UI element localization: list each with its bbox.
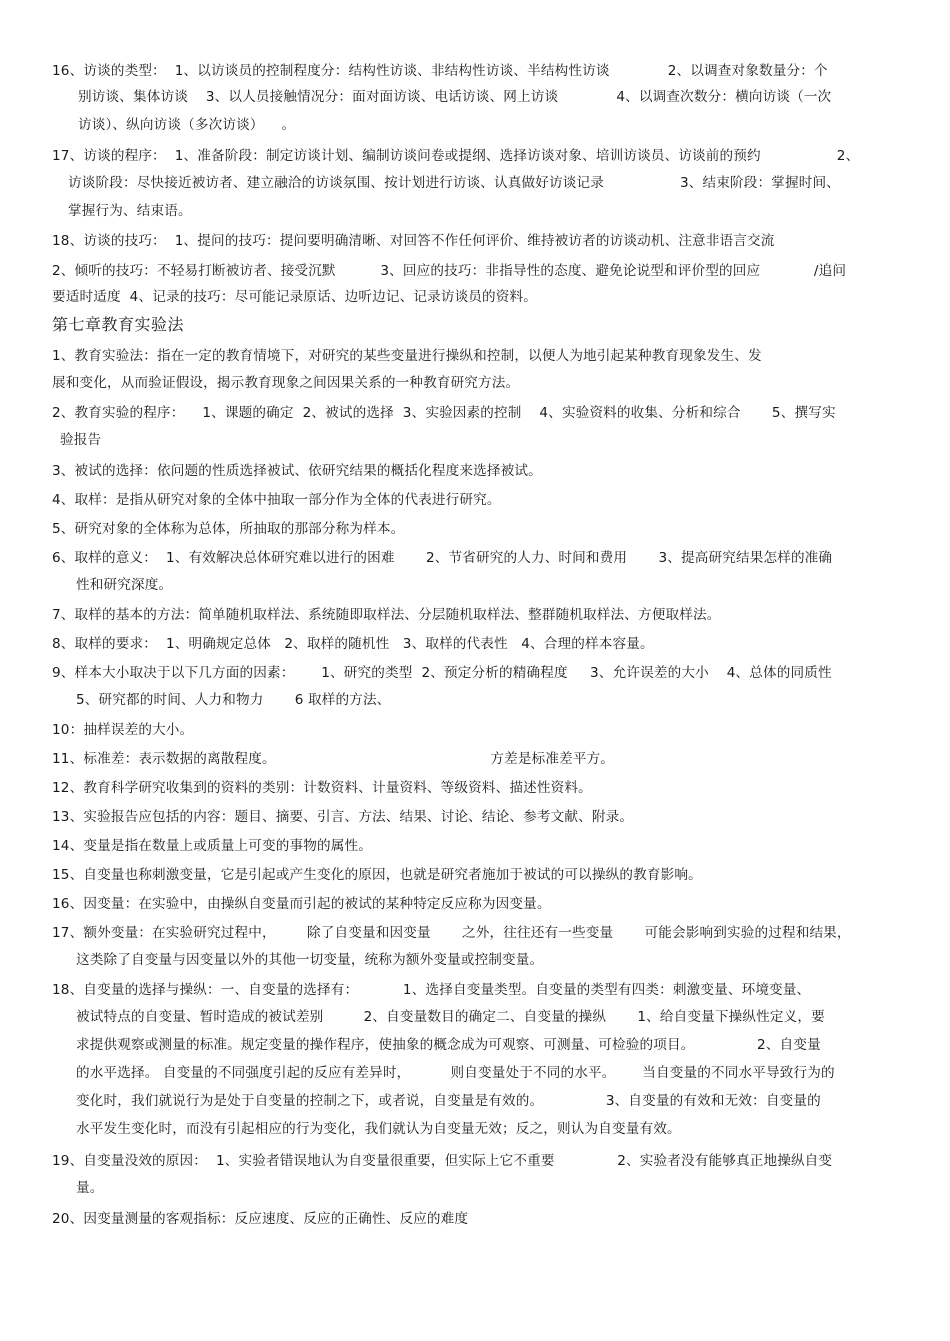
text-line: 访谈）、纵向访谈（多次访谈） 。 xyxy=(78,117,296,133)
text-line: 16、访谈的类型： 1、以访谈员的控制程度分：结构性访谈、非结构性访谈、半结构性访谈 2、以调查对象数量分：个 xyxy=(52,63,828,79)
text-line: 9、样本大小取决于以下几方面的因素： 1、研究的类型 2、预定分析的精确程度 3、允许误差的大小 4、总体的同质性 xyxy=(52,665,832,681)
text-line: 19、自变量没效的原因： 1、实验者错误地认为自变量很重要，但实际上它不重要 2、实验者没有能够真正地操纵自变 xyxy=(52,1153,833,1169)
text-line: 13、实验报告应包括的内容：题目、摘要、引言、方法、结果、讨论、结论、参考文献、附录。 xyxy=(52,809,634,825)
text-line: 8、取样的要求： 1、明确规定总体 2、取样的随机性 3、取样的代表性 4、合理的样本容量。 xyxy=(52,636,654,652)
text-line: 14、变量是指在数量上或质量上可变的事物的属性。 xyxy=(52,838,372,854)
text-line: 17、额外变量：在实验研究过程中， 除了自变量和因变量 之外，往往还有一些变量 可能会影响到实验的过程和结果， xyxy=(52,925,851,941)
text-line: 2、倾听的技巧：不轻易打断被访者、接受沉默 3、回应的技巧：非指导性的态度、避免论说型和评价型的回应 /追问 xyxy=(52,263,847,279)
text-line: 性和研究深度。 xyxy=(76,577,173,593)
text-line: 量。 xyxy=(76,1180,104,1196)
text-line: 18、自变量的选择与操纵：一、自变量的选择有： 1、选择自变量类型。自变量的类型有四类：刺激变量、环境变量、 xyxy=(52,982,811,998)
text-line: 6、取样的意义： 1、有效解决总体研究难以进行的困难 2、节省研究的人力、时间和费用 3、提高研究结果怎样的准确 xyxy=(52,550,833,566)
text-line: 要适时适度 4、记录的技巧：尽可能记录原话、边听边记、记录访谈员的资料。 xyxy=(52,289,538,305)
text-line: 18、访谈的技巧： 1、提问的技巧：提问要明确清晰、对回答不作任何评价、维持被访者的访谈动机、注意非语言交流 xyxy=(52,233,775,249)
text-line: 10：抽样误差的大小。 xyxy=(52,722,194,738)
text-line: 验报告 xyxy=(60,432,102,448)
text-line: 水平发生变化时，而没有引起相应的行为变化，我们就认为自变量无效；反之，则认为自变量有效。 xyxy=(76,1121,681,1137)
text-line: 访谈阶段：尽快接近被访者、建立融洽的访谈氛围、按计划进行访谈、认真做好访谈记录 3、结束阶段：掌握时间、 xyxy=(68,175,840,191)
text-line: 16、因变量：在实验中，由操纵自变量而引起的被试的某种特定反应称为因变量。 xyxy=(52,896,551,912)
text-line: 2、教育实验的程序： 1、课题的确定 2、被试的选择 3、实验因素的控制 4、实验资料的收集、分析和综合 5、撰写实 xyxy=(52,405,836,421)
text-line: 5、研究都的时间、人力和物力 6 取样的方法、 xyxy=(76,692,391,708)
chapter-heading: 第七章教育实验法 xyxy=(52,315,185,334)
text-line: 的水平选择。 自变量的不同强度引起的反应有差异时， 则自变量处于不同的水平。 当自变量的不同水平导致行为的 xyxy=(76,1065,835,1081)
text-line: 7、取样的基本的方法：简单随机取样法、系统随即取样法、分层随机取样法、整群随机取样法、方便取样法。 xyxy=(52,607,721,623)
text-line: 这类除了自变量与因变量以外的其他一切变量，统称为额外变量或控制变量。 xyxy=(76,952,544,968)
text-line: 15、自变量也称刺激变量，它是引起或产生变化的原因，也就是研究者施加于被试的可以操纵的教育影响。 xyxy=(52,867,702,883)
text-line: 展和变化，从而验证假设，揭示教育现象之间因果关系的一种教育研究方法。 xyxy=(52,375,520,391)
text-line: 5、研究对象的全体称为总体，所抽取的那部分称为样本。 xyxy=(52,521,405,537)
text-line: 20、因变量测量的客观指标：反应速度、反应的正确性、反应的难度 xyxy=(52,1211,469,1227)
text-line: 4、取样：是指从研究对象的全体中抽取一部分作为全体的代表进行研究。 xyxy=(52,492,501,508)
text-line: 3、被试的选择：依问题的性质选择被试、依研究结果的概括化程度来选择被试。 xyxy=(52,463,542,479)
text-line: 变化时，我们就说行为是处于自变量的控制之下，或者说，自变量是有效的。 3、自变量的有效和无效：自变量的 xyxy=(76,1093,821,1109)
text-line: 17、访谈的程序： 1、准备阶段：制定访谈计划、编制访谈问卷或提纲、选择访谈对象、培训访谈员、访谈前的预约 2、 xyxy=(52,148,860,164)
text-line: 被试特点的自变量、暂时造成的被试差别 2、自变量数目的确定二、自变量的操纵 1、给自变量下操纵性定义，要 xyxy=(76,1009,825,1025)
text-line: 求提供观察或测量的标准。规定变量的操作程序，使抽象的概念成为可观察、可测量、可检验的项目。 2、自变量 xyxy=(76,1037,821,1053)
text-line: 别访谈、集体访谈 3、以人员接触情况分：面对面访谈、电话访谈、网上访谈 4、以调查次数分：横向访谈（一次 xyxy=(78,89,832,105)
text-line: 1、教育实验法：指在一定的教育情境下，对研究的某些变量进行操纵和控制，以便人为地引起某种教育现象发生、发 xyxy=(52,348,762,364)
text-line: 掌握行为、结束语。 xyxy=(68,203,192,219)
text-line: 11、标准差：表示数据的离散程度。 方差是标准差平方。 xyxy=(52,751,615,767)
text-line: 12、教育科学研究收集到的资料的类别：计数资料、计量资料、等级资料、描述性资料。 xyxy=(52,780,592,796)
